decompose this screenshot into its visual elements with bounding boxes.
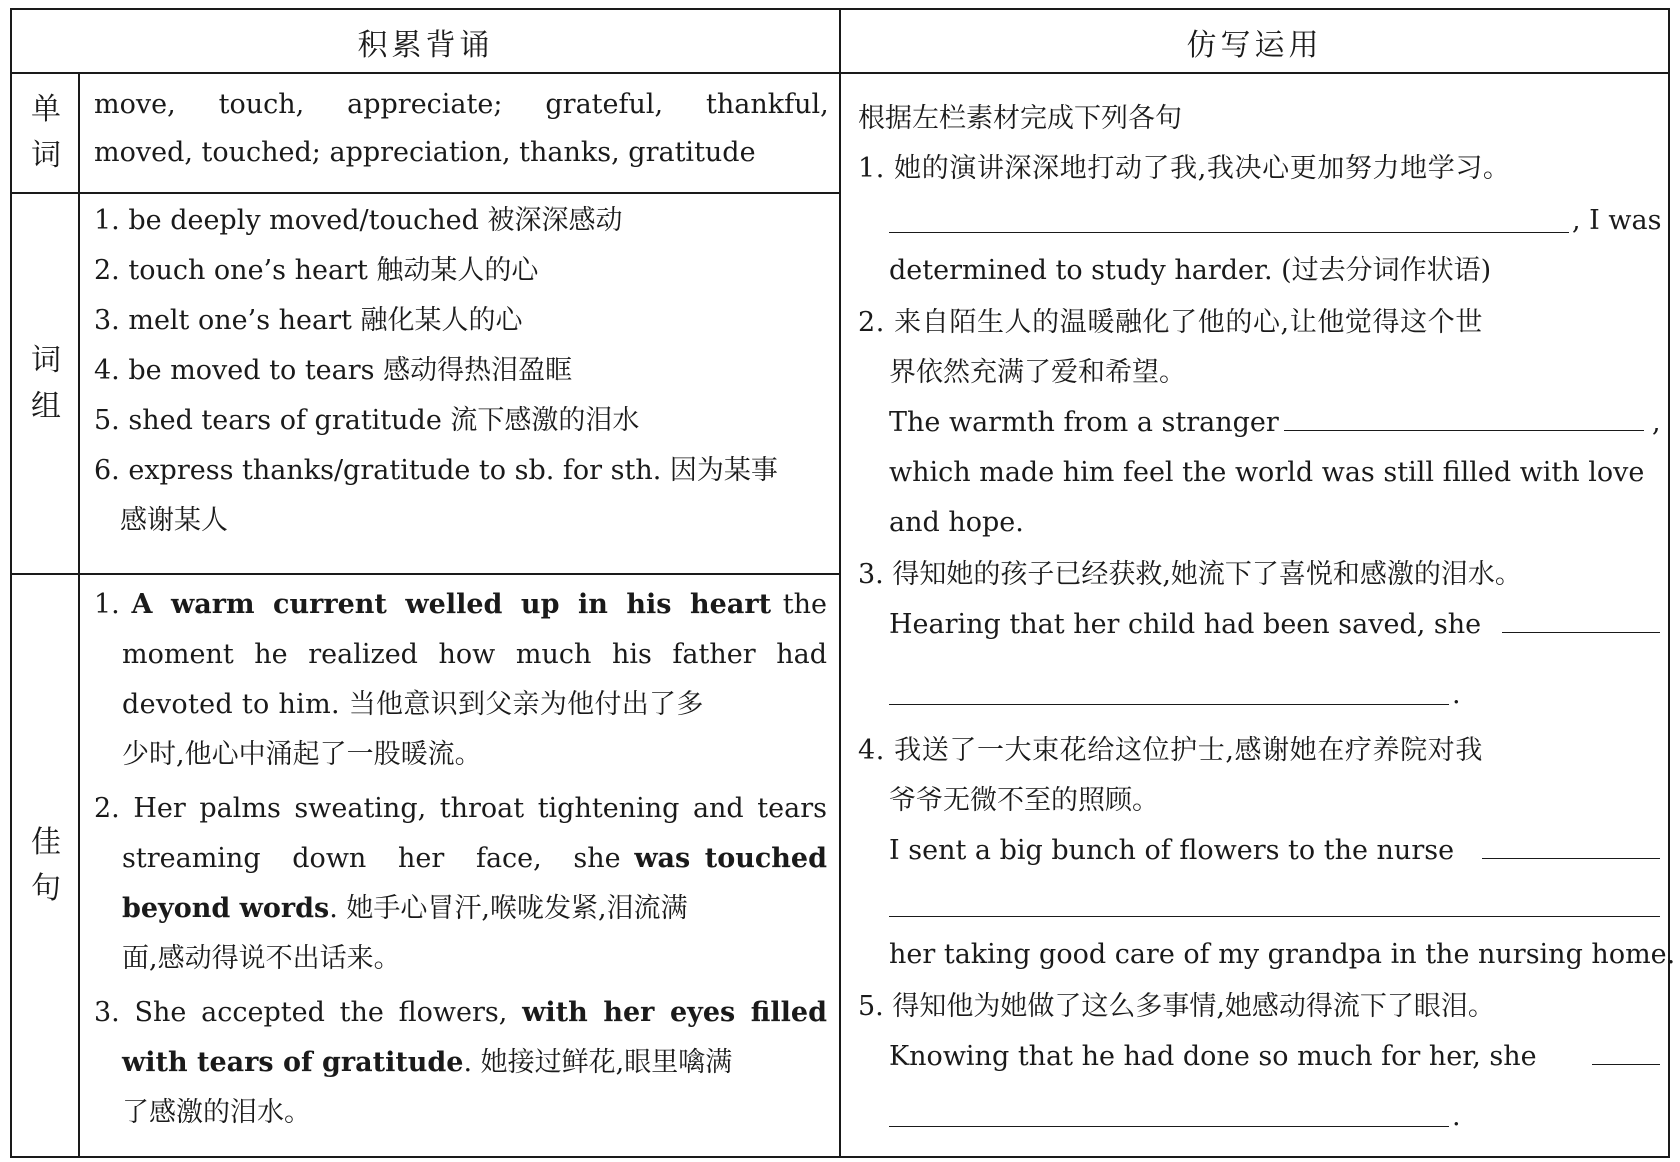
sentence-2-line-4: 面,感动得说不出话来。 (122, 943, 401, 974)
category-char: 组 (31, 388, 61, 424)
category-char: 词 (31, 342, 61, 378)
category-char: 句 (31, 871, 61, 906)
phrase-item: 1. be deeply moved/touched 被深深感动 (94, 205, 623, 236)
divider-center (839, 10, 841, 1156)
q4-answer-blank-1[interactable] (1482, 858, 1660, 859)
q1-chinese: 1. 她的演讲深深地打动了我,我决心更加努力地学习。 (858, 153, 1511, 184)
q2-comma: , (1652, 407, 1661, 438)
q5-english-1: Knowing that he had done so much for her, she (889, 1041, 1537, 1072)
q3-chinese: 3. 得知她的孩子已经获救,她流下了喜悦和感激的泪水。 (858, 559, 1522, 590)
words-line-2: moved, touched; appreciation, thanks, gratitude (94, 137, 756, 168)
phrase-item-continuation: 感谢某人 (120, 505, 228, 536)
exercise-intro: 根据左栏素材完成下列各句 (858, 103, 1182, 134)
exercise-table (10, 8, 1676, 1158)
category-char: 词 (31, 138, 61, 173)
words-line-1: move, touch, appreciate; grateful, thankful, (94, 89, 829, 120)
sentence-2-line-2: streaming down her face, she was touched (122, 843, 827, 874)
q5-period: . (1452, 1101, 1461, 1132)
q4-answer-blank-2[interactable] (889, 916, 1660, 917)
sentence-1-line-3: devoted to him. 当他意识到父亲为他付出了多 (122, 689, 704, 720)
phrase-item: 3. melt one’s heart 融化某人的心 (94, 305, 523, 336)
category-char: 单 (31, 92, 61, 127)
sentence-1-line-1: 1. A warm current welled up in his heart the (94, 589, 827, 620)
q2-answer-blank[interactable] (1284, 430, 1644, 431)
sentence-2-line-3: beyond words. 她手心冒汗,喉咙发紧,泪流满 (122, 893, 688, 924)
q2-english-2: which made him feel the world was still filled with love (889, 457, 1645, 488)
q1-after-blank: , I was (1572, 205, 1662, 236)
divider-phrases (12, 573, 841, 575)
q3-answer-blank-1[interactable] (1502, 632, 1660, 633)
sentence-3-line-1: 3. She accepted the flowers, with her eyes filled (94, 997, 827, 1028)
left-column-header: 积累背诵 (357, 28, 494, 63)
divider-words (12, 192, 841, 194)
category-phrases (12, 194, 80, 573)
phrase-item: 4. be moved to tears 感动得热泪盈眶 (94, 355, 573, 386)
sentence-2-line-1: 2. Her palms sweating, throat tightening and tears (94, 793, 827, 824)
category-words (12, 74, 80, 192)
q2-chinese-1: 2. 来自陌生人的温暖融化了他的心,让他觉得这个世 (858, 307, 1483, 338)
sentence-3-line-3: 了感激的泪水。 (122, 1097, 311, 1128)
q2-chinese-2: 界依然充满了爱和希望。 (889, 357, 1186, 388)
q5-answer-blank-2[interactable] (889, 1126, 1449, 1127)
category-sentences (12, 575, 80, 1157)
phrase-item: 2. touch one’s heart 触动某人的心 (94, 255, 539, 286)
q5-answer-blank-1[interactable] (1592, 1064, 1660, 1065)
q1-english-line: determined to study harder. (过去分词作状语) (889, 255, 1492, 286)
q3-english-1: Hearing that her child had been saved, she (889, 609, 1482, 640)
sentence-1-line-4: 少时,他心中涌起了一股暖流。 (122, 739, 482, 770)
q3-period: . (1452, 679, 1461, 710)
q2-english-3: and hope. (889, 507, 1024, 538)
category-char: 佳 (31, 825, 61, 860)
phrase-item: 5. shed tears of gratitude 流下感激的泪水 (94, 405, 640, 436)
q4-chinese-1: 4. 我送了一大束花给这位护士,感谢她在疗养院对我 (858, 735, 1483, 766)
q4-english-1: I sent a big bunch of flowers to the nurse (889, 835, 1455, 866)
q5-chinese: 5. 得知他为她做了这么多事情,她感动得流下了眼泪。 (858, 991, 1495, 1022)
q4-chinese-2: 爷爷无微不至的照顾。 (889, 785, 1159, 816)
sentence-3-line-2: with tears of gratitude. 她接过鲜花,眼里噙满 (122, 1047, 733, 1078)
q1-answer-blank[interactable] (889, 232, 1569, 233)
q4-english-3: her taking good care of my grandpa in the nursing home. (889, 939, 1676, 970)
q2-english-1: The warmth from a stranger (889, 407, 1279, 438)
sentence-1-line-2: moment he realized how much his father had (122, 639, 827, 670)
phrase-item: 6. express thanks/gratitude to sb. for sth. 因为某事 (94, 455, 778, 486)
right-column-header: 仿写运用 (1186, 28, 1323, 63)
q3-answer-blank-2[interactable] (889, 704, 1449, 705)
